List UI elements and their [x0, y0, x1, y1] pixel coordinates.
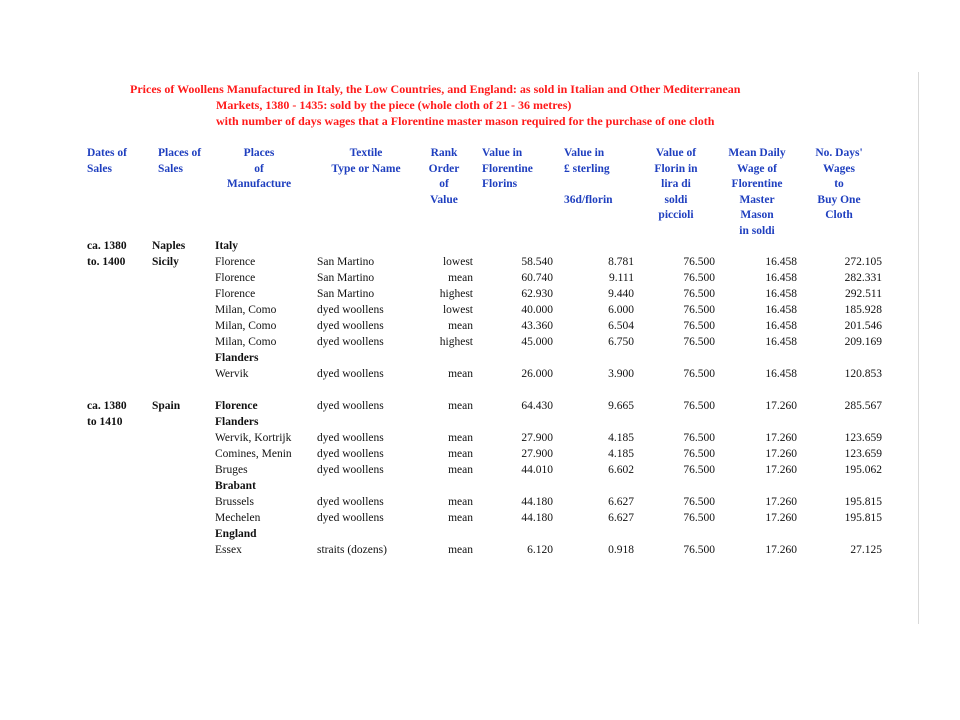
textile-type-cell: dyed woollens [317, 304, 384, 316]
value-sterling-cell: 9.111 [608, 272, 634, 284]
value-sterling-cell: 0.918 [608, 544, 634, 556]
mean-daily-wage-cell: 17.260 [765, 496, 797, 508]
place-of-manufacture-cell: Essex [215, 544, 242, 556]
rank-order-cell: mean [448, 512, 473, 524]
textile-type-cell: dyed woollens [317, 400, 384, 412]
header-rank-order: Rank Order of Value [428, 147, 460, 206]
textile-type-cell: San Martino [317, 256, 375, 268]
place-of-manufacture-cell: Comines, Menin [215, 448, 292, 460]
value-florin-lira-cell: 76.500 [683, 368, 715, 380]
title-line-2: Markets, 1380 - 1435: sold by the piece (whole cloth of 21 - 36 metres) [216, 98, 572, 112]
table-row [0, 270, 960, 286]
rank-order-cell: lowest [442, 256, 473, 268]
spacer-row [0, 382, 960, 398]
value-sterling-cell: 9.440 [608, 288, 634, 300]
header-value-sterling: Value in £ sterling 36d/florin [564, 147, 613, 206]
title-line-1: Prices of Woollens Manufactured in Italy, the Low Countries, and England: as sold in Italian and Other Mediterranean [130, 82, 741, 96]
value-florin-lira-cell: 76.500 [683, 464, 715, 476]
value-sterling-cell: 6.627 [608, 512, 634, 524]
value-florin-lira-cell: 76.500 [683, 272, 715, 284]
value-florins-cell: 40.000 [521, 304, 553, 316]
header-textile-type: Textile Type or Name [331, 147, 401, 175]
table-row [0, 462, 960, 478]
header-value-florentine-florins: Value in Florentine Florins [482, 147, 533, 190]
table-row [0, 238, 960, 254]
table-row [0, 318, 960, 334]
table-row [0, 478, 960, 494]
table-row [0, 510, 960, 526]
mean-daily-wage-cell: 17.260 [765, 400, 797, 412]
place-of-manufacture-cell: Milan, Como [215, 320, 277, 332]
value-florin-lira-cell: 76.500 [683, 288, 715, 300]
place-of-manufacture-cell: Mechelen [215, 512, 261, 524]
table-row [0, 334, 960, 350]
textile-type-cell: San Martino [317, 288, 375, 300]
mean-daily-wage-cell: 16.458 [765, 272, 797, 284]
value-sterling-cell: 9.665 [608, 400, 634, 412]
mean-daily-wage-cell: 16.458 [765, 288, 797, 300]
place-of-manufacture-cell: Wervik [215, 368, 249, 380]
value-florins-cell: 45.000 [521, 336, 553, 348]
place-of-manufacture-cell: Florence [215, 272, 256, 284]
textile-type-cell: dyed woollens [317, 320, 384, 332]
value-sterling-cell: 6.504 [608, 320, 634, 332]
rank-order-cell: mean [448, 464, 473, 476]
value-florins-cell: 62.930 [521, 288, 553, 300]
mean-daily-wage-cell: 16.458 [765, 304, 797, 316]
header-value-florin-lira: Value of Florin in lira di soldi piccioli [654, 147, 698, 221]
rank-order-cell: mean [448, 368, 473, 380]
value-florin-lira-cell: 76.500 [683, 432, 715, 444]
rank-order-cell: mean [448, 496, 473, 508]
value-florin-lira-cell: 76.500 [683, 496, 715, 508]
value-florins-cell: 26.000 [521, 368, 553, 380]
date-cell: ca. 1380 [87, 400, 127, 412]
mean-daily-wage-cell: 17.260 [765, 512, 797, 524]
header-places-of-sales: Places of Sales [158, 147, 202, 175]
value-florins-cell: 64.430 [521, 400, 553, 412]
value-florins-cell: 6.120 [527, 544, 553, 556]
rank-order-cell: mean [448, 432, 473, 444]
date-cell: to 1410 [87, 416, 123, 428]
value-sterling-cell: 6.000 [608, 304, 634, 316]
rank-order-cell: lowest [442, 304, 473, 316]
value-florins-cell: 44.010 [521, 464, 553, 476]
header-days-wages: No. Days' Wages to Buy One Cloth [815, 147, 863, 221]
textile-type-cell: dyed woollens [317, 336, 384, 348]
place-of-sale-cell: Naples [152, 240, 186, 252]
textile-type-cell: San Martino [317, 272, 375, 284]
value-florins-cell: 60.740 [521, 272, 553, 284]
value-florins-cell: 27.900 [521, 432, 553, 444]
place-of-manufacture-cell: Bruges [215, 464, 248, 476]
place-of-manufacture-cell: Florence [215, 400, 258, 412]
days-wages-cell: 123.659 [844, 432, 882, 444]
value-sterling-cell: 4.185 [608, 448, 634, 460]
value-sterling-cell: 8.781 [608, 256, 634, 268]
days-wages-cell: 292.511 [845, 288, 882, 300]
value-florin-lira-cell: 76.500 [683, 304, 715, 316]
place-of-manufacture-cell: Italy [215, 240, 238, 252]
days-wages-cell: 201.546 [844, 320, 882, 332]
place-of-manufacture-cell: Milan, Como [215, 304, 277, 316]
days-wages-cell: 195.062 [844, 464, 882, 476]
rank-order-cell: mean [448, 448, 473, 460]
rank-order-cell: mean [448, 272, 473, 284]
value-sterling-cell: 3.900 [608, 368, 634, 380]
rank-order-cell: mean [448, 320, 473, 332]
days-wages-cell: 27.125 [850, 544, 882, 556]
textile-type-cell: dyed woollens [317, 368, 384, 380]
table-row [0, 542, 960, 558]
table-row [0, 286, 960, 302]
table-row [0, 398, 960, 414]
value-florin-lira-cell: 76.500 [683, 256, 715, 268]
date-cell: ca. 1380 [87, 240, 127, 252]
place-of-manufacture-cell: Flanders [215, 352, 259, 364]
days-wages-cell: 123.659 [844, 448, 882, 460]
value-sterling-cell: 6.627 [608, 496, 634, 508]
place-of-manufacture-cell: Brussels [215, 496, 254, 508]
value-sterling-cell: 6.750 [608, 336, 634, 348]
table-row [0, 254, 960, 270]
textile-type-cell: dyed woollens [317, 512, 384, 524]
days-wages-cell: 120.853 [844, 368, 882, 380]
days-wages-cell: 185.928 [844, 304, 882, 316]
table-row [0, 526, 960, 542]
mean-daily-wage-cell: 16.458 [765, 336, 797, 348]
title-line-3: with number of days wages that a Florentine master mason required for the purchase of one cloth [216, 114, 715, 128]
place-of-sale-cell: Spain [152, 400, 181, 412]
days-wages-cell: 195.815 [844, 496, 882, 508]
value-florin-lira-cell: 76.500 [683, 336, 715, 348]
mean-daily-wage-cell: 16.458 [765, 256, 797, 268]
header-places-of-manufacture: Places of Manufacture [226, 147, 292, 190]
value-sterling-cell: 6.602 [608, 464, 634, 476]
value-florins-cell: 44.180 [521, 496, 553, 508]
mean-daily-wage-cell: 16.458 [765, 320, 797, 332]
value-florins-cell: 43.360 [521, 320, 553, 332]
value-florin-lira-cell: 76.500 [683, 400, 715, 412]
table-row [0, 414, 960, 430]
place-of-manufacture-cell: Wervik, Kortrijk [215, 432, 292, 444]
place-of-manufacture-cell: Florence [215, 256, 256, 268]
place-of-manufacture-cell: Brabant [215, 480, 256, 492]
days-wages-cell: 209.169 [844, 336, 882, 348]
value-sterling-cell: 4.185 [608, 432, 634, 444]
place-of-manufacture-cell: Flanders [215, 416, 259, 428]
table-row [0, 494, 960, 510]
value-florin-lira-cell: 76.500 [683, 448, 715, 460]
days-wages-cell: 272.105 [844, 256, 882, 268]
date-cell: to. 1400 [87, 256, 126, 268]
value-florins-cell: 27.900 [521, 448, 553, 460]
days-wages-cell: 282.331 [844, 272, 882, 284]
place-of-sale-cell: Sicily [152, 256, 179, 268]
table-row [0, 350, 960, 366]
days-wages-cell: 285.567 [844, 400, 882, 412]
mean-daily-wage-cell: 17.260 [765, 448, 797, 460]
value-florin-lira-cell: 76.500 [683, 544, 715, 556]
value-florins-cell: 58.540 [521, 256, 553, 268]
textile-type-cell: dyed woollens [317, 448, 384, 460]
header-dates-of-sales: Dates of Sales [87, 147, 127, 175]
rank-order-cell: mean [448, 400, 473, 412]
table-row [0, 366, 960, 382]
value-florin-lira-cell: 76.500 [683, 512, 715, 524]
rank-order-cell: highest [439, 336, 473, 348]
place-of-manufacture-cell: Milan, Como [215, 336, 277, 348]
mean-daily-wage-cell: 17.260 [765, 464, 797, 476]
value-florins-cell: 44.180 [521, 512, 553, 524]
textile-type-cell: dyed woollens [317, 464, 384, 476]
place-of-manufacture-cell: Florence [215, 288, 256, 300]
table-row [0, 302, 960, 318]
table-row [0, 446, 960, 462]
textile-type-cell: dyed woollens [317, 432, 384, 444]
table-row [0, 430, 960, 446]
days-wages-cell: 195.815 [844, 512, 882, 524]
rank-order-cell: mean [448, 544, 473, 556]
textile-type-cell: dyed woollens [317, 496, 384, 508]
mean-daily-wage-cell: 16.458 [765, 368, 797, 380]
rank-order-cell: highest [439, 288, 473, 300]
mean-daily-wage-cell: 17.260 [765, 432, 797, 444]
place-of-manufacture-cell: England [215, 528, 257, 540]
mean-daily-wage-cell: 17.260 [765, 544, 797, 556]
textile-type-cell: straits (dozens) [317, 544, 387, 556]
header-mean-daily-wage: Mean Daily Wage of Florentine Master Mason in soldi [728, 147, 786, 237]
value-florin-lira-cell: 76.500 [683, 320, 715, 332]
